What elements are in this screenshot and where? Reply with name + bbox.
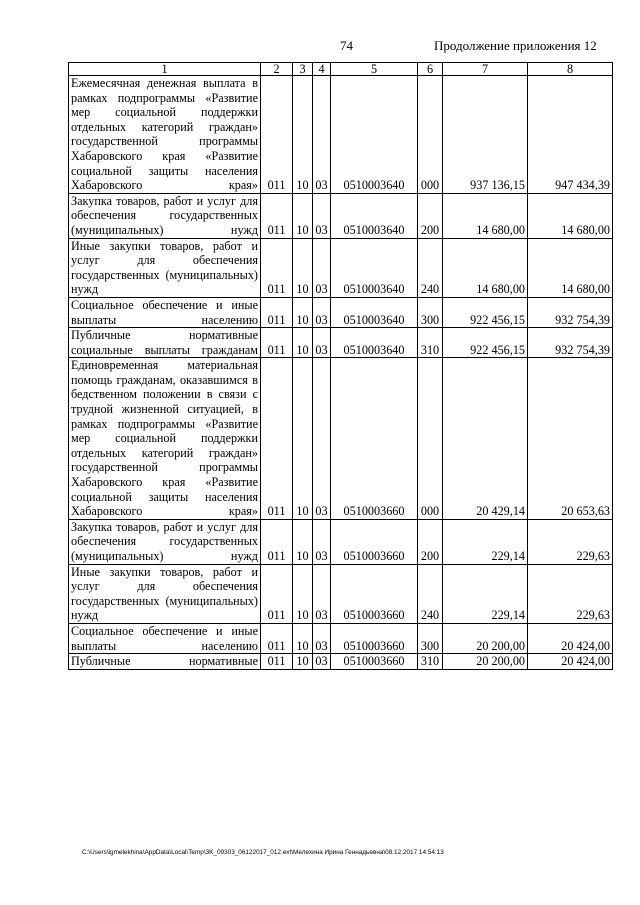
cell-subsection: 03 — [313, 623, 331, 653]
cell-section: 10 — [293, 328, 313, 358]
column-header: 3 — [293, 63, 313, 76]
cell-section: 10 — [293, 193, 313, 238]
cell-ministry-code: 011 — [261, 358, 293, 520]
cell-subsection: 03 — [313, 328, 331, 358]
cell-amount-col7: 937 136,15 — [443, 76, 528, 194]
cell-expense-type: 240 — [418, 238, 443, 297]
page-number: 74 — [340, 38, 353, 53]
table-row — [69, 358, 613, 520]
cell-amount-col8: 229,63 — [528, 564, 613, 623]
cell-amount-col8: 932 754,39 — [528, 297, 613, 327]
row-name: Закупка товаров, работ и услуг для обеспечения государственных (муниципальных) нужд — [69, 519, 261, 564]
cell-subsection: 03 — [313, 193, 331, 238]
cell-subsection: 03 — [313, 358, 331, 520]
cell-amount-col8: 229,63 — [528, 519, 613, 564]
row-name: Социальное обеспечение и иные выплаты населению — [69, 297, 261, 327]
column-header: 7 — [443, 63, 528, 76]
cell-target-article: 0510003640 — [331, 238, 418, 297]
continuation-label: Продолжение приложения 12 — [434, 38, 597, 53]
row-name: Иные закупки товаров, работ и услуг для обеспечения государственных (муниципальных) нужд — [69, 564, 261, 623]
table-row — [69, 193, 613, 238]
column-header: 5 — [331, 63, 418, 76]
row-name: Публичные нормативные социальные выплаты гражданам — [69, 328, 261, 358]
cell-section: 10 — [293, 297, 313, 327]
table-row — [69, 297, 613, 327]
row-name: Публичные нормативные — [69, 654, 261, 670]
cell-ministry-code: 011 — [261, 623, 293, 653]
table-row — [69, 76, 613, 194]
cell-ministry-code: 011 — [261, 193, 293, 238]
cell-expense-type: 310 — [418, 654, 443, 670]
cell-ministry-code: 011 — [261, 519, 293, 564]
cell-ministry-code: 011 — [261, 238, 293, 297]
table-row — [69, 238, 613, 297]
cell-expense-type: 300 — [418, 297, 443, 327]
cell-amount-col8: 14 680,00 — [528, 238, 613, 297]
cell-target-article: 0510003640 — [331, 76, 418, 194]
cell-ministry-code: 011 — [261, 76, 293, 194]
cell-amount-col8: 20 653,63 — [528, 358, 613, 520]
cell-subsection: 03 — [313, 297, 331, 327]
cell-amount-col7: 922 456,15 — [443, 297, 528, 327]
cell-subsection: 03 — [313, 238, 331, 297]
cell-expense-type: 000 — [418, 76, 443, 194]
table-row — [69, 623, 613, 653]
cell-expense-type: 310 — [418, 328, 443, 358]
row-name: Социальное обеспечение и иные выплаты населению — [69, 623, 261, 653]
cell-amount-col8: 14 680,00 — [528, 193, 613, 238]
cell-target-article: 0510003640 — [331, 328, 418, 358]
cell-section: 10 — [293, 358, 313, 520]
cell-section: 10 — [293, 564, 313, 623]
cell-expense-type: 200 — [418, 519, 443, 564]
column-header: 2 — [261, 63, 293, 76]
cell-target-article: 0510003660 — [331, 519, 418, 564]
cell-amount-col7: 229,14 — [443, 564, 528, 623]
cell-section: 10 — [293, 238, 313, 297]
cell-amount-col8: 932 754,39 — [528, 328, 613, 358]
table-row — [69, 328, 613, 358]
cell-target-article: 0510003640 — [331, 297, 418, 327]
cell-target-article: 0510003660 — [331, 358, 418, 520]
cell-target-article: 0510003660 — [331, 564, 418, 623]
cell-section: 10 — [293, 654, 313, 670]
cell-amount-col7: 14 680,00 — [443, 238, 528, 297]
row-name: Ежемесячная денежная выплата в рамках подпрограммы «Развитие мер социальной поддержки отдельных категорий граждан» государственной программы Хабаровского края «Развитие социальной защиты населения Хабаровского края» — [69, 76, 261, 194]
column-header: 8 — [528, 63, 613, 76]
table-row — [69, 519, 613, 564]
column-header: 1 — [69, 63, 261, 76]
cell-amount-col7: 229,14 — [443, 519, 528, 564]
cell-expense-type: 300 — [418, 623, 443, 653]
table-header-row — [69, 63, 613, 76]
cell-ministry-code: 011 — [261, 328, 293, 358]
cell-section: 10 — [293, 623, 313, 653]
table-row — [69, 564, 613, 623]
cell-amount-col8: 947 434,39 — [528, 76, 613, 194]
cell-expense-type: 000 — [418, 358, 443, 520]
cell-section: 10 — [293, 519, 313, 564]
cell-subsection: 03 — [313, 654, 331, 670]
row-name: Закупка товаров, работ и услуг для обеспечения государственных (муниципальных) нужд — [69, 193, 261, 238]
cell-ministry-code: 011 — [261, 564, 293, 623]
cell-amount-col7: 922 456,15 — [443, 328, 528, 358]
cell-amount-col7: 14 680,00 — [443, 193, 528, 238]
cell-target-article: 0510003640 — [331, 193, 418, 238]
column-header: 6 — [418, 63, 443, 76]
row-name: Единовременная материальная помощь гражданам, оказавшимся в бедственном положении в связи с трудной жизненной ситуацией, в рамках подпрограммы «Развитие мер социальной поддержки отдельных категорий граждан» государственной программы Хабаровского края «Развитие социальной защиты населения Хабаровского края» — [69, 358, 261, 520]
cell-subsection: 03 — [313, 564, 331, 623]
row-name: Иные закупки товаров, работ и услуг для обеспечения государственных (муниципальных) нужд — [69, 238, 261, 297]
cell-expense-type: 240 — [418, 564, 443, 623]
cell-target-article: 0510003660 — [331, 623, 418, 653]
cell-subsection: 03 — [313, 519, 331, 564]
cell-subsection: 03 — [313, 76, 331, 194]
cell-ministry-code: 011 — [261, 654, 293, 670]
column-header: 4 — [313, 63, 331, 76]
cell-target-article: 0510003660 — [331, 654, 418, 670]
cell-ministry-code: 011 — [261, 297, 293, 327]
file-path-footer: C:\Users\igmelekhina\AppData\Local\Temp\3K_09303_06122017_012.ext\Мелехина Ирина Геннадьевна\08.12.2017 14:54:13 — [82, 849, 444, 856]
cell-amount-col8: 20 424,00 — [528, 623, 613, 653]
table-row — [69, 654, 613, 670]
budget-table — [68, 62, 613, 670]
cell-amount-col7: 20 200,00 — [443, 623, 528, 653]
cell-expense-type: 200 — [418, 193, 443, 238]
cell-amount-col7: 20 200,00 — [443, 654, 528, 670]
cell-amount-col7: 20 429,14 — [443, 358, 528, 520]
cell-section: 10 — [293, 76, 313, 194]
cell-amount-col8: 20 424,00 — [528, 654, 613, 670]
